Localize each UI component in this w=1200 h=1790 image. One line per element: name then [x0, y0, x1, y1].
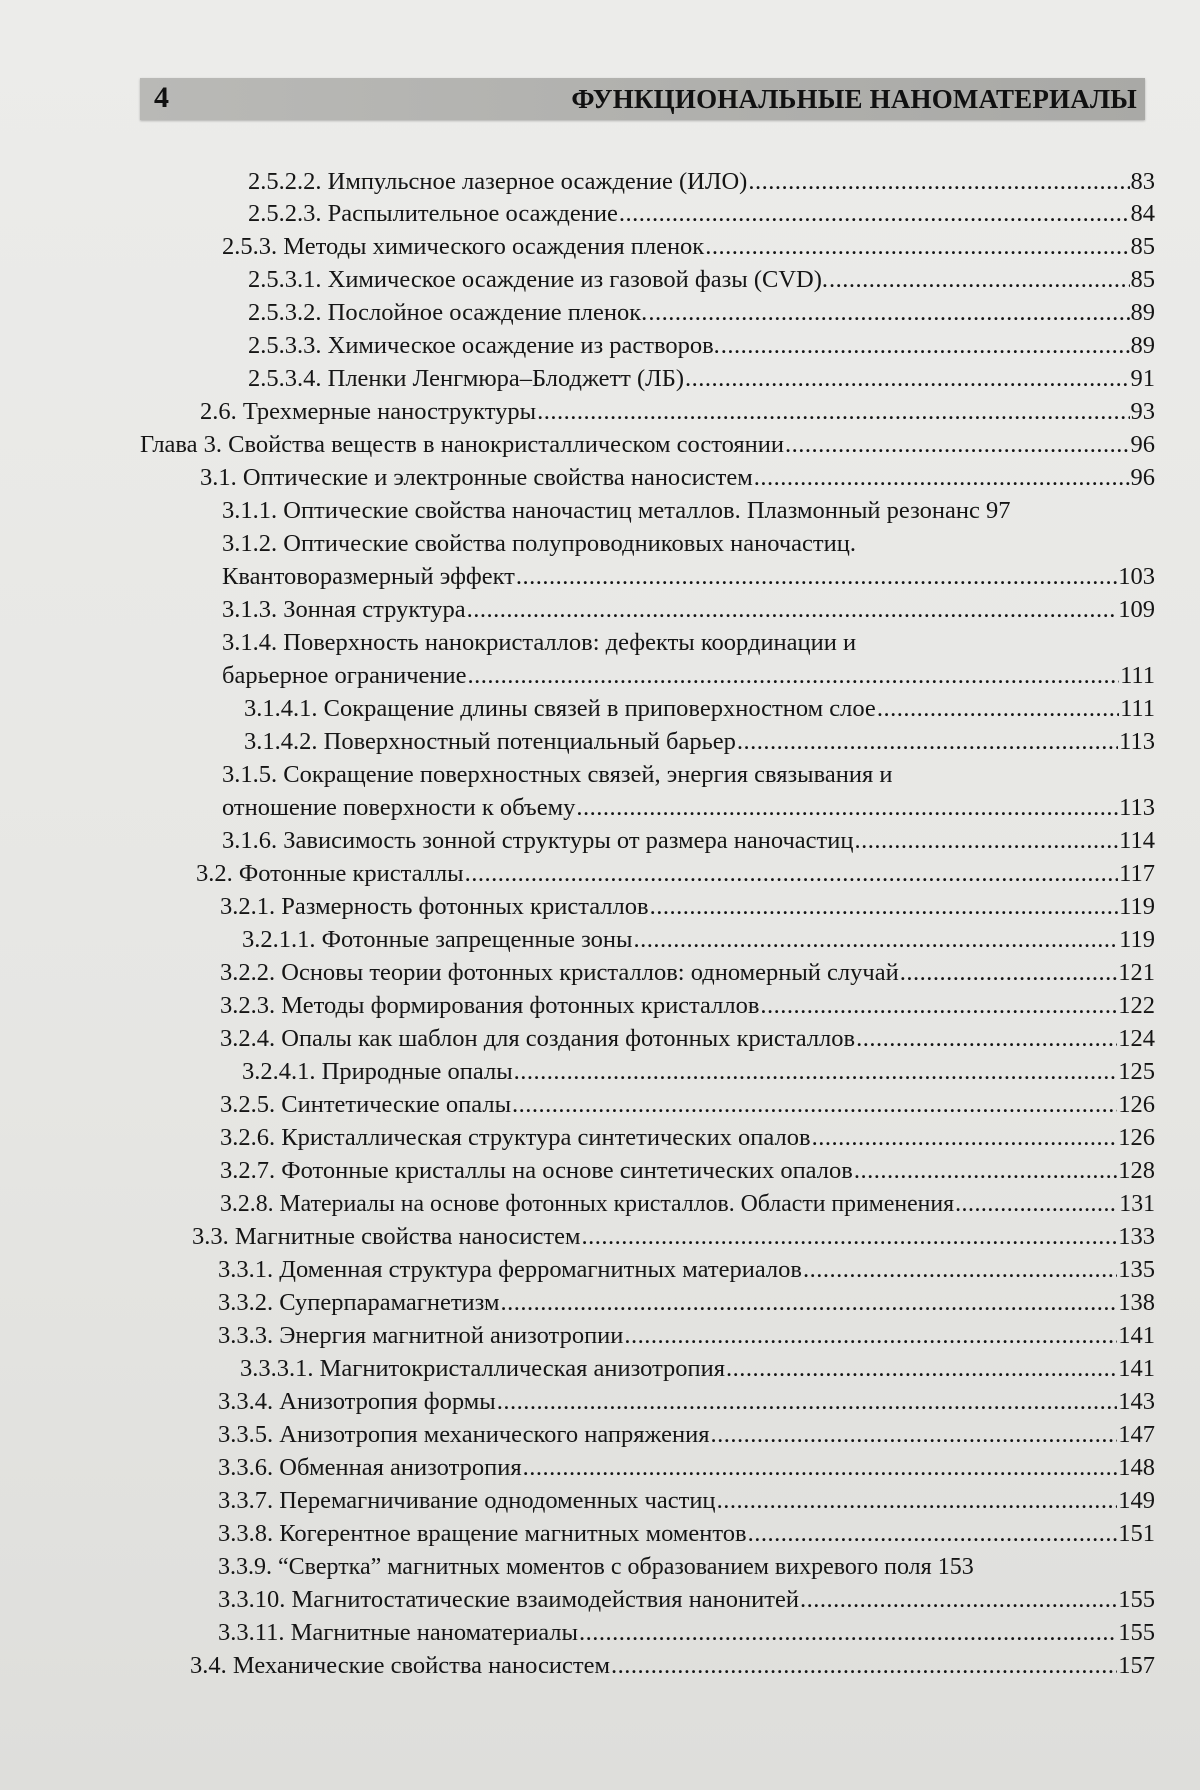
toc-entry: 2.5.2.2. Импульсное лазерное осаждение (ИЛО) ..... 83: [248, 166, 1155, 198]
toc-entry: 3.2.5. Синтетические опалы ..... 126: [220, 1089, 1155, 1121]
toc-entry: 3.2.8. Материалы на основе фотонных кристаллов. Области применения ..... 131: [220, 1188, 1155, 1220]
toc-entry: 3.3.3. Энергия магнитной анизотропии ..... 141: [218, 1320, 1155, 1352]
toc-entry: 3.2.3. Методы формирования фотонных кристаллов ..... 122: [220, 990, 1155, 1022]
toc-entry: 3.2.1.1. Фотонные запрещенные зоны ..... 119: [242, 924, 1155, 956]
toc-entry: 3.1.4. Поверхность нанокристаллов: дефекты координации и: [222, 629, 857, 656]
toc-entry: 3.2.4.1. Природные опалы ..... 125: [242, 1056, 1155, 1088]
toc-entry: 3.3.6. Обменная анизотропия ..... 148: [218, 1452, 1155, 1484]
toc-entry: 3.1.5. Сокращение поверхностных связей, энергия связывания и: [222, 761, 893, 788]
toc-entry: 3.3.2. Суперпарамагнетизм ..... 138: [218, 1287, 1155, 1319]
toc-entry: 2.5.3.1. Химическое осаждение из газовой фазы (CVD). ..... 85: [248, 264, 1155, 296]
toc-entry: 3.4. Механические свойства наносистем ..... 157: [190, 1650, 1155, 1682]
toc-entry: 3.2.4. Опалы как шаблон для создания фотонных кристаллов ..... 124: [220, 1023, 1155, 1055]
page-number: 4: [154, 81, 169, 114]
toc-entry: 2.5.2.3. Распылительное осаждение ..... 84: [248, 198, 1155, 230]
toc-entry: 3.1.6. Зависимость зонной структуры от размера наночастиц ..... 114: [222, 825, 1155, 857]
toc-entry: 3.3.10. Магнитостатические взаимодействия нанонитей ..... 155: [218, 1584, 1155, 1616]
toc-entry: 3.1.3. Зонная структура ..... 109: [222, 594, 1155, 626]
toc-entry: 3.2.1. Размерность фотонных кристаллов ..... 119: [220, 891, 1155, 923]
toc-entry: 2.5.3.3. Химическое осаждение из растворов. ..... 89: [248, 330, 1155, 362]
toc-entry: 2.5.3.2. Послойное осаждение пленок. ..... 89: [248, 297, 1155, 329]
toc-entry: 3.3.11. Магнитные наноматериалы ..... 155: [218, 1617, 1155, 1649]
toc-entry: 3.2. Фотонные кристаллы ..... 117: [196, 858, 1155, 890]
toc-entry: 3.1.4.1. Сокращение длины связей в приповерхностном слое ..... 111: [244, 693, 1155, 725]
toc-entry: 3.1. Оптические и электронные свойства наносистем ..... 96: [200, 462, 1155, 494]
toc-entry-continuation: отношение поверхности к объему ..... 113: [222, 792, 1155, 824]
toc-entry: 3.2.2. Основы теории фотонных кристаллов: одномерный случай ..... 121: [220, 957, 1155, 989]
toc-entry: 2.6. Трехмерные наноструктуры ..... 93: [200, 396, 1155, 428]
toc-entry: 3.1.2. Оптические свойства полупроводниковых наночастиц.: [222, 530, 856, 557]
toc-entry: 2.5.3. Методы химического осаждения пленок ..... 85: [222, 231, 1155, 263]
toc-entry: 3.3.1. Доменная структура ферромагнитных материалов ..... 135: [218, 1254, 1155, 1286]
toc-entry-continuation: Квантоворазмерный эффект ..... 103: [222, 561, 1155, 593]
toc-entry: 3.3.8. Когерентное вращение магнитных моментов ..... 151: [218, 1518, 1155, 1550]
toc-entry-continuation: барьерное ограничение ..... 111: [222, 660, 1155, 692]
toc-entry: 3.2.7. Фотонные кристаллы на основе синтетических опалов ..... 128: [220, 1155, 1155, 1187]
toc-entry: 3.3.9. “Свертка” магнитных моментов с образованием вихревого поля 153: [218, 1554, 974, 1580]
toc-entry: 3.3.7. Перемагничивание однодоменных частиц ..... 149: [218, 1485, 1155, 1517]
toc-entry: 3.3.3.1. Магнитокристаллическая анизотропия ..... 141: [240, 1353, 1155, 1385]
toc-entry: 3.2.6. Кристаллическая структура синтетических опалов ..... 126: [220, 1122, 1155, 1154]
toc-entry: 3.3.5. Анизотропия механического напряжения ..... 147: [218, 1419, 1155, 1451]
toc-entry: 3.3.4. Анизотропия формы ..... 143: [218, 1386, 1155, 1418]
toc-entry: 2.5.3.4. Пленки Ленгмюра–Блоджетт (ЛБ) ..... 91: [248, 363, 1155, 395]
toc-chapter-entry: Глава 3. Свойства веществ в нанокристаллическом состоянии ..... 96: [140, 429, 1155, 461]
toc-entry: 3.3. Магнитные свойства наносистем ..... 133: [192, 1221, 1155, 1253]
toc-entry: 3.1.4.2. Поверхностный потенциальный барьер ..... 113: [244, 726, 1155, 758]
toc-entry: 3.1.1. Оптические свойства наночастиц металлов. Плазмонный резонанс 97: [222, 497, 1011, 524]
book-title: ФУНКЦИОНАЛЬНЫЕ НАНОМАТЕРИАЛЫ: [571, 84, 1137, 114]
